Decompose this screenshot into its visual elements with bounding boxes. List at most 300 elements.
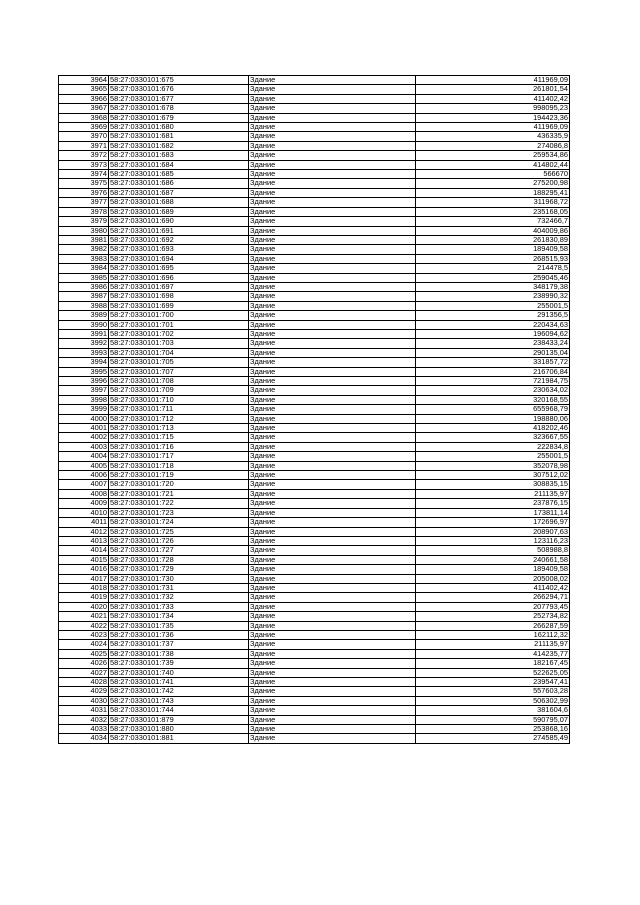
table-row bbox=[59, 85, 570, 94]
cadastral-number-cell: 58:27:0330101:740 bbox=[109, 668, 249, 677]
row-number-cell: 4019 bbox=[59, 593, 109, 602]
cadastral-value-cell: 411402,42 bbox=[416, 583, 570, 592]
cadastral-number-cell: 58:27:0330101:728 bbox=[109, 555, 249, 564]
cadastral-number-cell: 58:27:0330101:701 bbox=[109, 320, 249, 329]
row-number-cell: 3973 bbox=[59, 160, 109, 169]
object-type-cell: Здание bbox=[249, 725, 416, 734]
object-type-cell: Здание bbox=[249, 565, 416, 574]
cadastral-number-cell: 58:27:0330101:720 bbox=[109, 480, 249, 489]
table-body bbox=[59, 76, 570, 744]
table-row bbox=[59, 386, 570, 395]
table-row bbox=[59, 471, 570, 480]
table-row bbox=[59, 123, 570, 132]
cadastral-value-cell: 252734,82 bbox=[416, 612, 570, 621]
cadastral-number-cell: 58:27:0330101:880 bbox=[109, 725, 249, 734]
object-type-cell: Здание bbox=[249, 715, 416, 724]
cadastral-value-cell: 211135,97 bbox=[416, 489, 570, 498]
object-type-cell: Здание bbox=[249, 395, 416, 404]
object-type-cell: Здание bbox=[249, 583, 416, 592]
row-number-cell: 3994 bbox=[59, 358, 109, 367]
cadastral-value-cell: 253868,16 bbox=[416, 725, 570, 734]
cadastral-number-cell: 58:27:0330101:717 bbox=[109, 452, 249, 461]
cadastral-number-cell: 58:27:0330101:881 bbox=[109, 734, 249, 743]
cadastral-value-cell: 411969,09 bbox=[416, 76, 570, 85]
object-type-cell: Здание bbox=[249, 424, 416, 433]
cadastral-value-cell: 506302,99 bbox=[416, 696, 570, 705]
cadastral-value-cell: 590795,07 bbox=[416, 715, 570, 724]
cadastral-value-cell: 411402,42 bbox=[416, 94, 570, 103]
table-row bbox=[59, 329, 570, 338]
row-number-cell: 4014 bbox=[59, 546, 109, 555]
object-type-cell: Здание bbox=[249, 235, 416, 244]
table-row bbox=[59, 414, 570, 423]
cadastral-value-cell: 220434,63 bbox=[416, 320, 570, 329]
cadastral-value-cell: 182167,45 bbox=[416, 659, 570, 668]
cadastral-value-cell: 205008,02 bbox=[416, 574, 570, 583]
cadastral-number-cell: 58:27:0330101:693 bbox=[109, 245, 249, 254]
cadastral-value-cell: 196094,62 bbox=[416, 329, 570, 338]
cadastral-value-cell: 173811,14 bbox=[416, 508, 570, 517]
table-row bbox=[59, 132, 570, 141]
row-number-cell: 3967 bbox=[59, 104, 109, 113]
table-row bbox=[59, 339, 570, 348]
row-number-cell: 3968 bbox=[59, 113, 109, 122]
table-row bbox=[59, 188, 570, 197]
table-row bbox=[59, 452, 570, 461]
table-row bbox=[59, 151, 570, 160]
cadastral-value-cell: 255001,5 bbox=[416, 452, 570, 461]
row-number-cell: 3980 bbox=[59, 226, 109, 235]
cadastral-value-cell: 266287,59 bbox=[416, 621, 570, 630]
cadastral-number-cell: 58:27:0330101:738 bbox=[109, 649, 249, 658]
row-number-cell: 3965 bbox=[59, 85, 109, 94]
cadastral-value-cell: 237876,15 bbox=[416, 499, 570, 508]
cadastral-value-cell: 566670 bbox=[416, 170, 570, 179]
row-number-cell: 3975 bbox=[59, 179, 109, 188]
row-number-cell: 3983 bbox=[59, 254, 109, 263]
object-type-cell: Здание bbox=[249, 659, 416, 668]
cadastral-number-cell: 58:27:0330101:712 bbox=[109, 414, 249, 423]
row-number-cell: 4030 bbox=[59, 696, 109, 705]
row-number-cell: 4022 bbox=[59, 621, 109, 630]
table-row bbox=[59, 442, 570, 451]
cadastral-value-cell: 414802,44 bbox=[416, 160, 570, 169]
cadastral-value-cell: 274585,49 bbox=[416, 734, 570, 743]
table-row bbox=[59, 198, 570, 207]
row-number-cell: 3976 bbox=[59, 188, 109, 197]
row-number-cell: 4004 bbox=[59, 452, 109, 461]
table-row bbox=[59, 536, 570, 545]
row-number-cell: 4008 bbox=[59, 489, 109, 498]
table-row bbox=[59, 179, 570, 188]
cadastral-value-cell: 240661,58 bbox=[416, 555, 570, 564]
row-number-cell: 3978 bbox=[59, 207, 109, 216]
cadastral-number-cell: 58:27:0330101:737 bbox=[109, 640, 249, 649]
cadastral-value-cell: 331857,72 bbox=[416, 358, 570, 367]
object-type-cell: Здание bbox=[249, 151, 416, 160]
cadastral-number-cell: 58:27:0330101:678 bbox=[109, 104, 249, 113]
table-row bbox=[59, 367, 570, 376]
object-type-cell: Здание bbox=[249, 245, 416, 254]
cadastral-number-cell: 58:27:0330101:736 bbox=[109, 630, 249, 639]
cadastral-number-cell: 58:27:0330101:680 bbox=[109, 123, 249, 132]
object-type-cell: Здание bbox=[249, 132, 416, 141]
object-type-cell: Здание bbox=[249, 480, 416, 489]
object-type-cell: Здание bbox=[249, 621, 416, 630]
cadastral-number-cell: 58:27:0330101:699 bbox=[109, 301, 249, 310]
cadastral-value-cell: 188295,41 bbox=[416, 188, 570, 197]
row-number-cell: 3996 bbox=[59, 377, 109, 386]
table-row bbox=[59, 245, 570, 254]
row-number-cell: 3969 bbox=[59, 123, 109, 132]
object-type-cell: Здание bbox=[249, 452, 416, 461]
object-type-cell: Здание bbox=[249, 442, 416, 451]
cadastral-number-cell: 58:27:0330101:742 bbox=[109, 687, 249, 696]
row-number-cell: 3964 bbox=[59, 76, 109, 85]
object-type-cell: Здание bbox=[249, 113, 416, 122]
cadastral-number-cell: 58:27:0330101:718 bbox=[109, 461, 249, 470]
cadastral-number-cell: 58:27:0330101:684 bbox=[109, 160, 249, 169]
row-number-cell: 4013 bbox=[59, 536, 109, 545]
cadastral-value-cell: 266294,71 bbox=[416, 593, 570, 602]
cadastral-value-cell: 320168,55 bbox=[416, 395, 570, 404]
cadastral-value-cell: 261801,54 bbox=[416, 85, 570, 94]
cadastral-value-cell: 222834,8 bbox=[416, 442, 570, 451]
table-row bbox=[59, 593, 570, 602]
cadastral-value-cell: 259045,46 bbox=[416, 273, 570, 282]
table-row bbox=[59, 76, 570, 85]
cadastral-value-cell: 238433,24 bbox=[416, 339, 570, 348]
cadastral-value-cell: 655968,79 bbox=[416, 405, 570, 414]
object-type-cell: Здание bbox=[249, 612, 416, 621]
row-number-cell: 4016 bbox=[59, 565, 109, 574]
cadastral-number-cell: 58:27:0330101:677 bbox=[109, 94, 249, 103]
row-number-cell: 4032 bbox=[59, 715, 109, 724]
row-number-cell: 3993 bbox=[59, 348, 109, 357]
table-row bbox=[59, 696, 570, 705]
table-row bbox=[59, 358, 570, 367]
object-type-cell: Здание bbox=[249, 282, 416, 291]
cadastral-number-cell: 58:27:0330101:697 bbox=[109, 282, 249, 291]
object-type-cell: Здание bbox=[249, 358, 416, 367]
cadastral-value-cell: 557603,28 bbox=[416, 687, 570, 696]
cadastral-number-cell: 58:27:0330101:722 bbox=[109, 499, 249, 508]
object-type-cell: Здание bbox=[249, 414, 416, 423]
cadastral-number-cell: 58:27:0330101:726 bbox=[109, 536, 249, 545]
object-type-cell: Здание bbox=[249, 339, 416, 348]
row-number-cell: 4020 bbox=[59, 602, 109, 611]
row-number-cell: 4015 bbox=[59, 555, 109, 564]
table-row bbox=[59, 141, 570, 150]
table-row bbox=[59, 583, 570, 592]
table-row bbox=[59, 254, 570, 263]
cadastral-number-cell: 58:27:0330101:676 bbox=[109, 85, 249, 94]
cadastral-value-cell: 259534,86 bbox=[416, 151, 570, 160]
cadastral-number-cell: 58:27:0330101:710 bbox=[109, 395, 249, 404]
object-type-cell: Здание bbox=[249, 536, 416, 545]
cadastral-number-cell: 58:27:0330101:679 bbox=[109, 113, 249, 122]
cadastral-number-cell: 58:27:0330101:741 bbox=[109, 678, 249, 687]
table-row bbox=[59, 405, 570, 414]
object-type-cell: Здание bbox=[249, 207, 416, 216]
row-number-cell: 4005 bbox=[59, 461, 109, 470]
row-number-cell: 4026 bbox=[59, 659, 109, 668]
table-row bbox=[59, 499, 570, 508]
cadastral-value-cell: 162112,32 bbox=[416, 630, 570, 639]
cadastral-number-cell: 58:27:0330101:691 bbox=[109, 226, 249, 235]
table-row bbox=[59, 734, 570, 743]
row-number-cell: 3987 bbox=[59, 292, 109, 301]
object-type-cell: Здание bbox=[249, 461, 416, 470]
table-row bbox=[59, 546, 570, 555]
cadastral-number-cell: 58:27:0330101:733 bbox=[109, 602, 249, 611]
cadastral-table bbox=[58, 75, 570, 744]
table-row bbox=[59, 489, 570, 498]
cadastral-value-cell: 311968,72 bbox=[416, 198, 570, 207]
cadastral-number-cell: 58:27:0330101:683 bbox=[109, 151, 249, 160]
row-number-cell: 3995 bbox=[59, 367, 109, 376]
cadastral-value-cell: 189409,58 bbox=[416, 565, 570, 574]
row-number-cell: 4010 bbox=[59, 508, 109, 517]
cadastral-number-cell: 58:27:0330101:698 bbox=[109, 292, 249, 301]
table-row bbox=[59, 612, 570, 621]
table-row bbox=[59, 217, 570, 226]
row-number-cell: 4027 bbox=[59, 668, 109, 677]
table-row bbox=[59, 621, 570, 630]
table-row bbox=[59, 264, 570, 273]
table-row bbox=[59, 207, 570, 216]
cadastral-number-cell: 58:27:0330101:705 bbox=[109, 358, 249, 367]
object-type-cell: Здание bbox=[249, 546, 416, 555]
cadastral-number-cell: 58:27:0330101:707 bbox=[109, 367, 249, 376]
row-number-cell: 4001 bbox=[59, 424, 109, 433]
table-row bbox=[59, 518, 570, 527]
object-type-cell: Здание bbox=[249, 320, 416, 329]
object-type-cell: Здание bbox=[249, 687, 416, 696]
row-number-cell: 3979 bbox=[59, 217, 109, 226]
cadastral-number-cell: 58:27:0330101:687 bbox=[109, 188, 249, 197]
table-row bbox=[59, 461, 570, 470]
row-number-cell: 3992 bbox=[59, 339, 109, 348]
row-number-cell: 4021 bbox=[59, 612, 109, 621]
cadastral-number-cell: 58:27:0330101:700 bbox=[109, 311, 249, 320]
object-type-cell: Здание bbox=[249, 706, 416, 715]
cadastral-number-cell: 58:27:0330101:721 bbox=[109, 489, 249, 498]
cadastral-value-cell: 255001,5 bbox=[416, 301, 570, 310]
row-number-cell: 4017 bbox=[59, 574, 109, 583]
cadastral-value-cell: 290135,04 bbox=[416, 348, 570, 357]
table-row bbox=[59, 649, 570, 658]
table-row bbox=[59, 320, 570, 329]
object-type-cell: Здание bbox=[249, 734, 416, 743]
row-number-cell: 4025 bbox=[59, 649, 109, 658]
object-type-cell: Здание bbox=[249, 367, 416, 376]
object-type-cell: Здание bbox=[249, 518, 416, 527]
object-type-cell: Здание bbox=[249, 508, 416, 517]
row-number-cell: 3966 bbox=[59, 94, 109, 103]
cadastral-value-cell: 189409,58 bbox=[416, 245, 570, 254]
cadastral-number-cell: 58:27:0330101:690 bbox=[109, 217, 249, 226]
cadastral-value-cell: 404009,86 bbox=[416, 226, 570, 235]
row-number-cell: 4023 bbox=[59, 630, 109, 639]
cadastral-value-cell: 216706,84 bbox=[416, 367, 570, 376]
object-type-cell: Здание bbox=[249, 649, 416, 658]
cadastral-number-cell: 58:27:0330101:685 bbox=[109, 170, 249, 179]
object-type-cell: Здание bbox=[249, 471, 416, 480]
cadastral-number-cell: 58:27:0330101:702 bbox=[109, 329, 249, 338]
row-number-cell: 4000 bbox=[59, 414, 109, 423]
object-type-cell: Здание bbox=[249, 348, 416, 357]
cadastral-value-cell: 274086,8 bbox=[416, 141, 570, 150]
object-type-cell: Здание bbox=[249, 123, 416, 132]
cadastral-number-cell: 58:27:0330101:711 bbox=[109, 405, 249, 414]
object-type-cell: Здание bbox=[249, 329, 416, 338]
cadastral-number-cell: 58:27:0330101:725 bbox=[109, 527, 249, 536]
table-row bbox=[59, 433, 570, 442]
cadastral-number-cell: 58:27:0330101:709 bbox=[109, 386, 249, 395]
row-number-cell: 4033 bbox=[59, 725, 109, 734]
cadastral-number-cell: 58:27:0330101:716 bbox=[109, 442, 249, 451]
cadastral-value-cell: 208907,63 bbox=[416, 527, 570, 536]
object-type-cell: Здание bbox=[249, 198, 416, 207]
object-type-cell: Здание bbox=[249, 696, 416, 705]
cadastral-number-cell: 58:27:0330101:696 bbox=[109, 273, 249, 282]
row-number-cell: 4034 bbox=[59, 734, 109, 743]
object-type-cell: Здание bbox=[249, 179, 416, 188]
cadastral-number-cell: 58:27:0330101:689 bbox=[109, 207, 249, 216]
cadastral-value-cell: 414235,77 bbox=[416, 649, 570, 658]
cadastral-number-cell: 58:27:0330101:692 bbox=[109, 235, 249, 244]
cadastral-number-cell: 58:27:0330101:708 bbox=[109, 377, 249, 386]
row-number-cell: 3986 bbox=[59, 282, 109, 291]
table-row bbox=[59, 602, 570, 611]
cadastral-value-cell: 214478,5 bbox=[416, 264, 570, 273]
object-type-cell: Здание bbox=[249, 405, 416, 414]
object-type-cell: Здание bbox=[249, 386, 416, 395]
cadastral-value-cell: 211135,97 bbox=[416, 640, 570, 649]
object-type-cell: Здание bbox=[249, 264, 416, 273]
cadastral-number-cell: 58:27:0330101:688 bbox=[109, 198, 249, 207]
cadastral-number-cell: 58:27:0330101:743 bbox=[109, 696, 249, 705]
table-row bbox=[59, 311, 570, 320]
cadastral-value-cell: 207793,45 bbox=[416, 602, 570, 611]
object-type-cell: Здание bbox=[249, 678, 416, 687]
object-type-cell: Здание bbox=[249, 602, 416, 611]
object-type-cell: Здание bbox=[249, 160, 416, 169]
row-number-cell: 3970 bbox=[59, 132, 109, 141]
object-type-cell: Здание bbox=[249, 555, 416, 564]
table-row bbox=[59, 668, 570, 677]
row-number-cell: 3981 bbox=[59, 235, 109, 244]
cadastral-number-cell: 58:27:0330101:879 bbox=[109, 715, 249, 724]
row-number-cell: 4006 bbox=[59, 471, 109, 480]
cadastral-number-cell: 58:27:0330101:730 bbox=[109, 574, 249, 583]
object-type-cell: Здание bbox=[249, 489, 416, 498]
cadastral-number-cell: 58:27:0330101:731 bbox=[109, 583, 249, 592]
table-row bbox=[59, 630, 570, 639]
table-row bbox=[59, 715, 570, 724]
cadastral-number-cell: 58:27:0330101:734 bbox=[109, 612, 249, 621]
cadastral-value-cell: 348179,38 bbox=[416, 282, 570, 291]
table-row bbox=[59, 527, 570, 536]
cadastral-value-cell: 198880,06 bbox=[416, 414, 570, 423]
cadastral-number-cell: 58:27:0330101:729 bbox=[109, 565, 249, 574]
object-type-cell: Здание bbox=[249, 85, 416, 94]
object-type-cell: Здание bbox=[249, 593, 416, 602]
cadastral-value-cell: 230634,02 bbox=[416, 386, 570, 395]
cadastral-value-cell: 352078,98 bbox=[416, 461, 570, 470]
table-row bbox=[59, 160, 570, 169]
cadastral-value-cell: 721984,75 bbox=[416, 377, 570, 386]
cadastral-value-cell: 268515,93 bbox=[416, 254, 570, 263]
cadastral-number-cell: 58:27:0330101:739 bbox=[109, 659, 249, 668]
row-number-cell: 3991 bbox=[59, 329, 109, 338]
table-row bbox=[59, 94, 570, 103]
cadastral-number-cell: 58:27:0330101:695 bbox=[109, 264, 249, 273]
cadastral-number-cell: 58:27:0330101:735 bbox=[109, 621, 249, 630]
table-row bbox=[59, 706, 570, 715]
object-type-cell: Здание bbox=[249, 527, 416, 536]
cadastral-number-cell: 58:27:0330101:694 bbox=[109, 254, 249, 263]
cadastral-value-cell: 275200,98 bbox=[416, 179, 570, 188]
object-type-cell: Здание bbox=[249, 226, 416, 235]
object-type-cell: Здание bbox=[249, 640, 416, 649]
table-row bbox=[59, 113, 570, 122]
object-type-cell: Здание bbox=[249, 188, 416, 197]
table-row bbox=[59, 555, 570, 564]
object-type-cell: Здание bbox=[249, 630, 416, 639]
table-row bbox=[59, 659, 570, 668]
cadastral-number-cell: 58:27:0330101:675 bbox=[109, 76, 249, 85]
row-number-cell: 4012 bbox=[59, 527, 109, 536]
object-type-cell: Здание bbox=[249, 301, 416, 310]
cadastral-value-cell: 307512,02 bbox=[416, 471, 570, 480]
cadastral-value-cell: 291356,5 bbox=[416, 311, 570, 320]
table-row bbox=[59, 640, 570, 649]
object-type-cell: Здание bbox=[249, 273, 416, 282]
object-type-cell: Здание bbox=[249, 574, 416, 583]
cadastral-number-cell: 58:27:0330101:723 bbox=[109, 508, 249, 517]
cadastral-value-cell: 308835,15 bbox=[416, 480, 570, 489]
table-row bbox=[59, 235, 570, 244]
table-row bbox=[59, 282, 570, 291]
object-type-cell: Здание bbox=[249, 499, 416, 508]
cadastral-number-cell: 58:27:0330101:713 bbox=[109, 424, 249, 433]
cadastral-value-cell: 239547,41 bbox=[416, 678, 570, 687]
object-type-cell: Здание bbox=[249, 377, 416, 386]
row-number-cell: 3985 bbox=[59, 273, 109, 282]
cadastral-number-cell: 58:27:0330101:681 bbox=[109, 132, 249, 141]
object-type-cell: Здание bbox=[249, 170, 416, 179]
table-row bbox=[59, 687, 570, 696]
row-number-cell: 4018 bbox=[59, 583, 109, 592]
row-number-cell: 3982 bbox=[59, 245, 109, 254]
cadastral-value-cell: 238990,32 bbox=[416, 292, 570, 301]
table-row bbox=[59, 377, 570, 386]
object-type-cell: Здание bbox=[249, 141, 416, 150]
row-number-cell: 4007 bbox=[59, 480, 109, 489]
cadastral-value-cell: 194423,36 bbox=[416, 113, 570, 122]
row-number-cell: 4003 bbox=[59, 442, 109, 451]
row-number-cell: 4024 bbox=[59, 640, 109, 649]
table-row bbox=[59, 565, 570, 574]
cadastral-value-cell: 411969,09 bbox=[416, 123, 570, 132]
cadastral-number-cell: 58:27:0330101:744 bbox=[109, 706, 249, 715]
cadastral-value-cell: 508988,8 bbox=[416, 546, 570, 555]
object-type-cell: Здание bbox=[249, 104, 416, 113]
table-row bbox=[59, 292, 570, 301]
object-type-cell: Здание bbox=[249, 94, 416, 103]
